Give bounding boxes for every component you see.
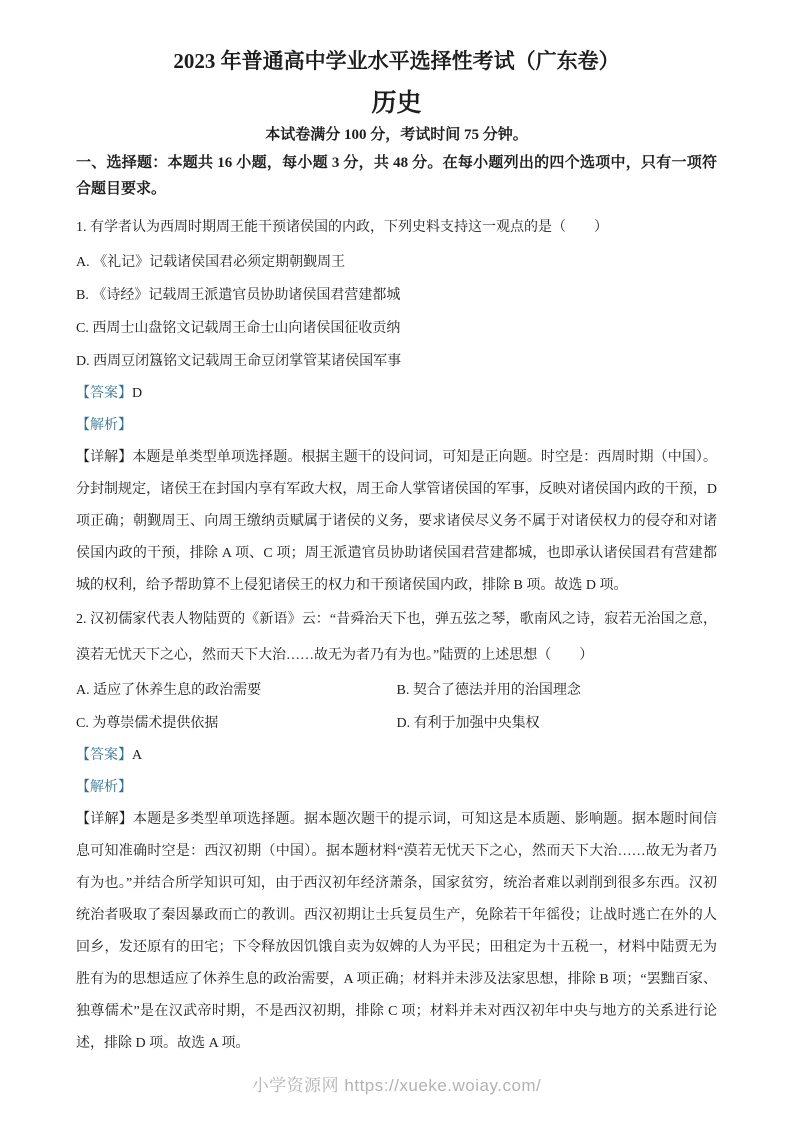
footer xyxy=(0,1071,793,1096)
answer-label: 【答案】 xyxy=(76,748,132,763)
question-2-stem: 2. 汉初儒家代表人物陆贾的《新语》云：“昔舜治天下也，弹五弦之琴，歌南风之诗，寂若无治国之意，漠若无忧天下之心，然而天下大治……故无为者乃有为也。”陆贾的上述思想（ ） xyxy=(76,612,717,663)
question-2-answer-line xyxy=(76,740,717,772)
question-block-2 xyxy=(76,602,717,1060)
question-2-detail xyxy=(76,804,717,1060)
question-1-detail xyxy=(76,442,717,602)
section-heading: 一、选择题：本题共 16 小题，每小题 3 分，共 48 分。在每小题列出的四个选项中，只有一项符合题目要求。 xyxy=(76,155,717,197)
question-1-option-d: D. 西周豆闭簋铭文记载周王命豆闭掌管某诸侯国军事 xyxy=(76,354,402,369)
question-2-option-a: A. 适应了休养生息的政治需要 xyxy=(76,683,262,698)
answer-value: A xyxy=(132,748,143,763)
question-block-1 xyxy=(76,210,717,602)
footer-watermark: 小学资源网 https://xueke.woiay.com/ xyxy=(251,1076,542,1095)
analysis-label: 【解析】 xyxy=(76,418,132,433)
page-title: 2023 年普通高中学业水平选择性考试（广东卷） xyxy=(173,49,620,73)
question-2-analysis-line xyxy=(76,772,717,804)
detail-text: 本题是多类型单项选择题。据本题次题干的提示词，可知这是本质题、影响题。据本题时间信息可知准确时空是：西汉初期（中国）。据本题材料“漠若无忧天下之心，然而天下大治……故无为者乃有为也。”并结合所学知识可知，由于西汉初年经济萧条，国家贫穷，统治者难以剥削到很多东西。汉初统治者吸取了秦因暴政而亡的教训。西汉初期让士兵复员生产，免除若干年徭役；让战时逃亡在外的人回乡，发还原有的田宅；下令释放因饥饿自卖为奴婢的人为平民；田租定为十五税一，材料中陆贾无为胜有为的思想适应了休养生息的政治需要，A 项正确；材料并未涉及法家思想，排除 B 项；“罢黜百家、独尊儒术”是在汉武帝时期，不是西汉初期，排除 C 项；材料并未对西汉初年中央与地方的关系进行论述，排除 D 项。故选 A 项。 xyxy=(76,812,717,1051)
subject-title: 历史 xyxy=(371,90,422,117)
detail-label: 【详解】 xyxy=(76,812,133,827)
question-1-option-a: A. 《礼记》记载诸侯国君必须定期朝觐周王 xyxy=(76,255,346,270)
question-2-option-d: D. 有利于加强中央集权 xyxy=(396,716,540,731)
question-2-option-b: B. 契合了德法并用的治国理念 xyxy=(396,683,581,698)
question-1-answer-line xyxy=(76,378,717,410)
detail-text: 本题是单类型单项选择题。根据主题干的设问词，可知是正向题。时空是：西周时期（中国）。分封制规定，诸侯王在封国内享有军政大权，周王命人掌管诸侯国的军事，反映对诸侯国内政的干预，D 项正确；朝觐周王、向周王缴纳贡赋属于诸侯的义务，要求诸侯尽义务不属于对诸侯权力的侵夺和对诸侯国内政的干预，排除 A 项、C 项；周王派遣官员协助诸侯国君营建都城，也即承认诸侯国君有营建都城的权利，给予帮助算不上侵犯诸侯王的权力和干预诸侯国内政，排除 B 项。故选 D 项。 xyxy=(76,450,718,593)
question-1-option-b: B. 《诗经》记载周王派遣官员协助诸侯国君营建都城 xyxy=(76,288,401,303)
question-2-option-c: C. 为尊崇儒术提供依据 xyxy=(76,716,219,731)
analysis-label: 【解析】 xyxy=(76,780,132,795)
answer-value: D xyxy=(132,386,143,401)
question-1-stem: 1. 有学者认为西周时期周王能干预诸侯国的内政，下列史料支持这一观点的是（ ） xyxy=(76,220,608,235)
exam-info: 本试卷满分 100 分，考试时间 75 分钟。 xyxy=(265,127,528,143)
detail-label: 【详解】 xyxy=(76,450,133,465)
question-1-option-c: C. 西周士山盘铭文记载周王命士山向诸侯国征收贡纳 xyxy=(76,321,401,336)
answer-label: 【答案】 xyxy=(76,386,132,401)
question-1-analysis-line xyxy=(76,410,717,442)
question-2-options xyxy=(76,674,717,740)
